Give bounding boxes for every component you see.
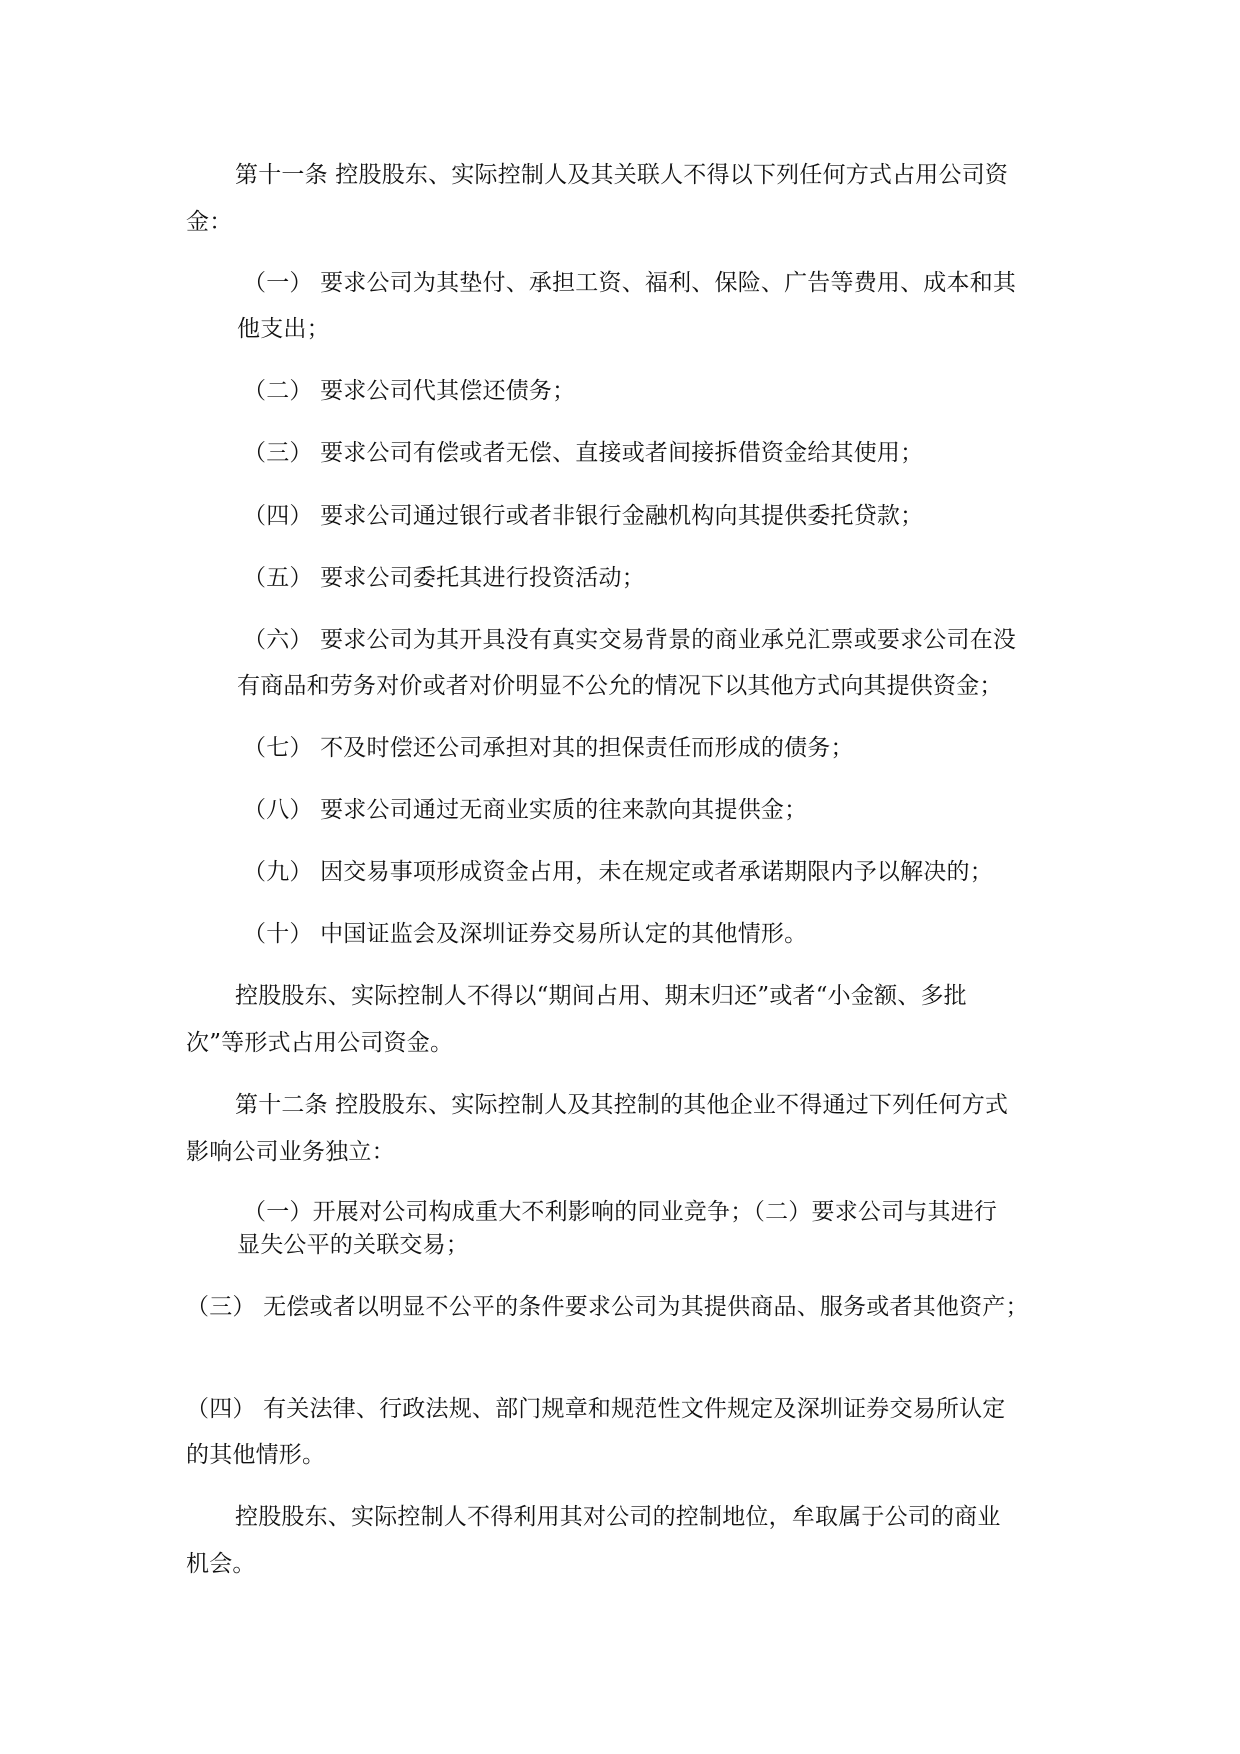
article-11-heading-cont: 金： <box>186 209 233 235</box>
list-item: （三） 无偿或者以明显不公平的条件要求公司为其提供商品、服务或者其他资产； <box>186 1294 1029 1320</box>
paragraph-line: 控股股东、实际控制人不得以“期间占用、期末归还”或者“小金额、多批 <box>235 983 967 1009</box>
article-12-heading-cont: 影响公司业务独立： <box>186 1139 395 1165</box>
paragraph-line: 机会。 <box>186 1551 256 1577</box>
list-item: （五） 要求公司委托其进行投资活动； <box>243 565 645 591</box>
list-item: （四） 要求公司通过银行或者非银行金融机构向其提供委托贷款； <box>243 503 924 529</box>
article-12-heading: 第十二条 控股股东、实际控制人及其控制的其他企业不得通过下列任何方式 <box>235 1092 1009 1118</box>
list-item-cont: 的其他情形。 <box>186 1442 326 1468</box>
paragraph-line: 控股股东、实际控制人不得利用其对公司的控制地位，牟取属于公司的商业 <box>235 1504 1001 1530</box>
list-item: （八） 要求公司通过无商业实质的往来款向其提供金； <box>243 797 808 823</box>
list-item: （一） 要求公司为其垫付、承担工资、福利、保险、广告等费用、成本和其 <box>243 270 1017 296</box>
list-item: （四） 有关法律、行政法规、部门规章和规范性文件规定及深圳证券交易所认定 <box>186 1396 1006 1422</box>
list-item-cont: 他支出； <box>237 316 330 342</box>
list-item: （六） 要求公司为其开具没有真实交易背景的商业承兑汇票或要求公司在没 <box>243 627 1017 653</box>
list-item: （二） 要求公司代其偿还债务； <box>243 378 576 404</box>
list-item: （三） 要求公司有偿或者无偿、直接或者间接拆借资金给其使用； <box>243 440 924 466</box>
article-11-heading: 第十一条 控股股东、实际控制人及其关联人不得以下列任何方式占用公司资 <box>235 162 1009 188</box>
list-item-cont: 显失公平的关联交易； <box>237 1232 469 1258</box>
list-item: （九） 因交易事项形成资金占用，未在规定或者承诺期限内予以解决的； <box>243 859 993 885</box>
list-item: （十） 中国证监会及深圳证券交易所认定的其他情形。 <box>243 921 808 947</box>
list-item-cont: 有商品和劳务对价或者对价明显不公允的情况下以其他方式向其提供资金； <box>237 673 1003 699</box>
list-item: （一）开展对公司构成重大不利影响的同业竞争；（二）要求公司与其进行 <box>243 1199 998 1225</box>
paragraph-line: 次”等形式占用公司资金。 <box>186 1030 454 1056</box>
list-item: （七） 不及时偿还公司承担对其的担保责任而形成的债务； <box>243 735 854 761</box>
